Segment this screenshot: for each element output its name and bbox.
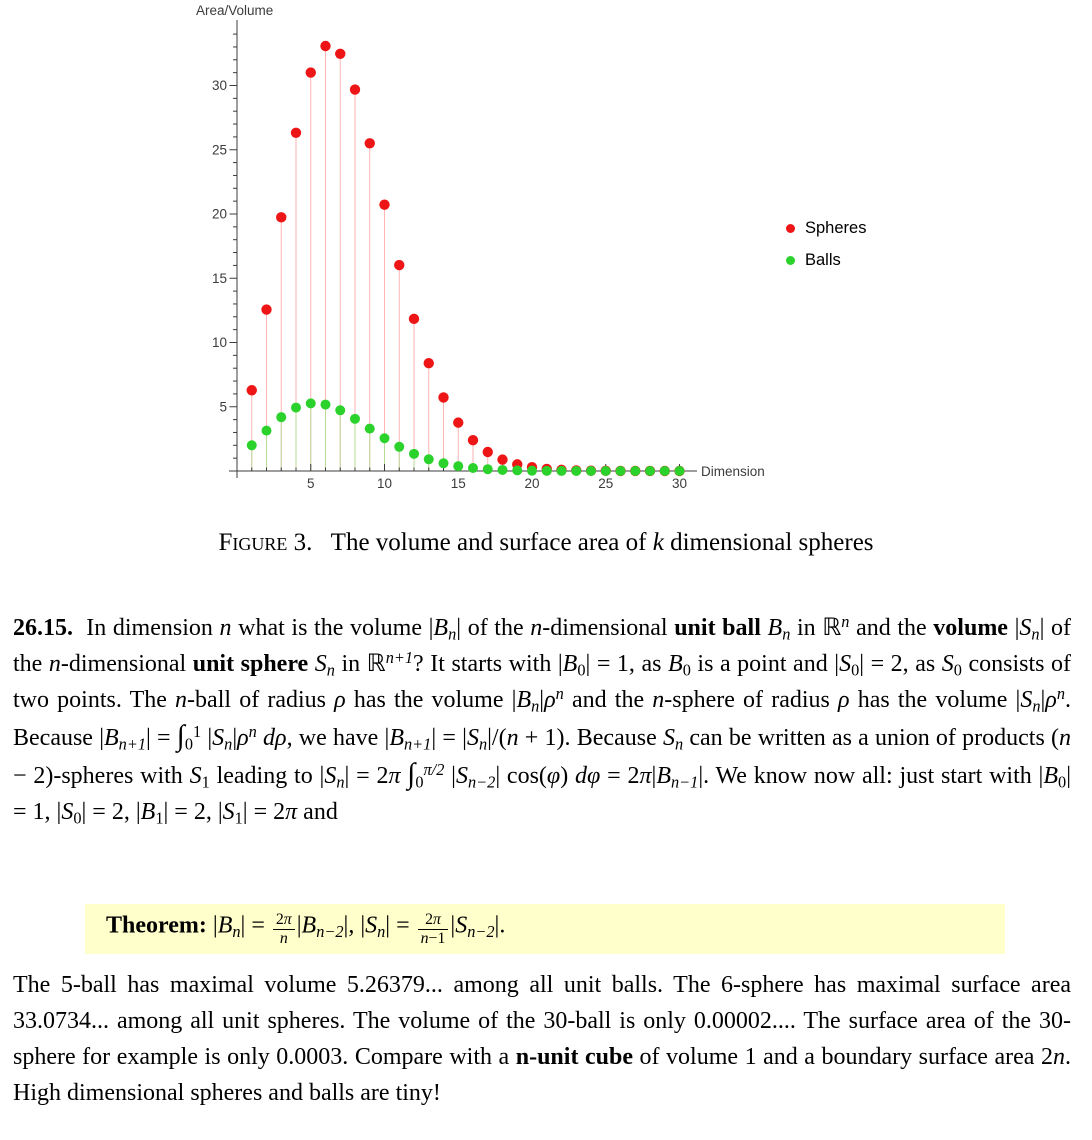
legend-label-spheres: Spheres: [805, 219, 867, 237]
svg-text:25: 25: [598, 476, 614, 491]
spheres-marker-icon: [786, 224, 795, 233]
y-axis-label: Area/Volume: [196, 3, 274, 18]
paragraph-discussion: The 5-ball has maximal volume 5.26379... among all unit balls. The 6-sphere has maximal surface area 33.0734... among all unit spheres. The volume of the 30-ball is only 0.00002.... The surface area of the 30-sphere for example is only 0.0003. Compare with a n-unit cube of volume 1 and a boundary surface area 2n. High dimensional spheres and balls are tiny!: [13, 972, 1071, 1106]
svg-text:30: 30: [671, 476, 688, 491]
svg-text:20: 20: [524, 476, 540, 491]
svg-text:10: 10: [211, 335, 227, 350]
theorem-text: Theorem: $|B_n|$ = $\frac{2\pi}{n}$ $|B_{n-2}|$, $|S_n|$ = $\frac{2\pi}{n-1}$ $|S_{n-2}|$.: [106, 911, 506, 947]
stem-plot-canvas: [0, 0, 1092, 515]
theorem-highlight-box: [85, 904, 1005, 954]
figure-caption: Figure 3. The volume and surface area of k dimensional spheres: [218, 529, 874, 556]
svg-text:5: 5: [219, 399, 227, 415]
x-axis-label: Dimension: [701, 464, 765, 479]
svg-text:15: 15: [450, 476, 466, 491]
balls-marker-icon: [786, 256, 795, 265]
svg-text:10: 10: [376, 476, 393, 491]
paragraph-26-15: 26.15. In dimension n what is the volume $|B_n|$ of the n-dimensional unit ball $B_n$ in ℝ$^n$ and the volume $|S_n|$ of the n-dimensional unit sphere $S_n$ in ℝ$^{n+1}$? It starts with $|B_0| = 1$, as $B_0$ is a point and $|S_0| = 2$, as $S_0$ consists of two points. The n-ball of radius ρ has the volume $|B_n|\rho^n$ and the n-sphere of radius ρ has the volume $|S_n|\rho^n$. Because $|B_{n+1}| = \int_0^1$ $|S_n|\rho^n$ dρ, we have $|B_{n+1}| = |S_n|/(n + 1)$. Because $S_n$ can be written as a union of products (n − 2)-spheres with $S_1$ leading to $|S_n| = 2\pi$ $\int_0^{\pi/2}$ $|S_{n-2}|$ cos(φ) $d\varphi = 2\pi|B_{n-1}|$. We know now all: just start with $|B_0| = 1$, $|S_0| = 2$, $|B_1| = 2$, $|S_1| = 2\pi$ and: [13, 611, 1072, 828]
figure-chart: [0, 0, 1092, 515]
svg-text:15: 15: [211, 270, 227, 286]
chart-legend: [786, 220, 866, 284]
svg-text:30: 30: [211, 78, 227, 93]
svg-text:5: 5: [306, 476, 315, 491]
legend-label-balls: Balls: [805, 251, 841, 269]
legend-item-spheres: [786, 220, 866, 237]
svg-text:20: 20: [211, 206, 227, 222]
svg-text:25: 25: [211, 142, 227, 158]
legend-item-balls: [786, 252, 866, 269]
